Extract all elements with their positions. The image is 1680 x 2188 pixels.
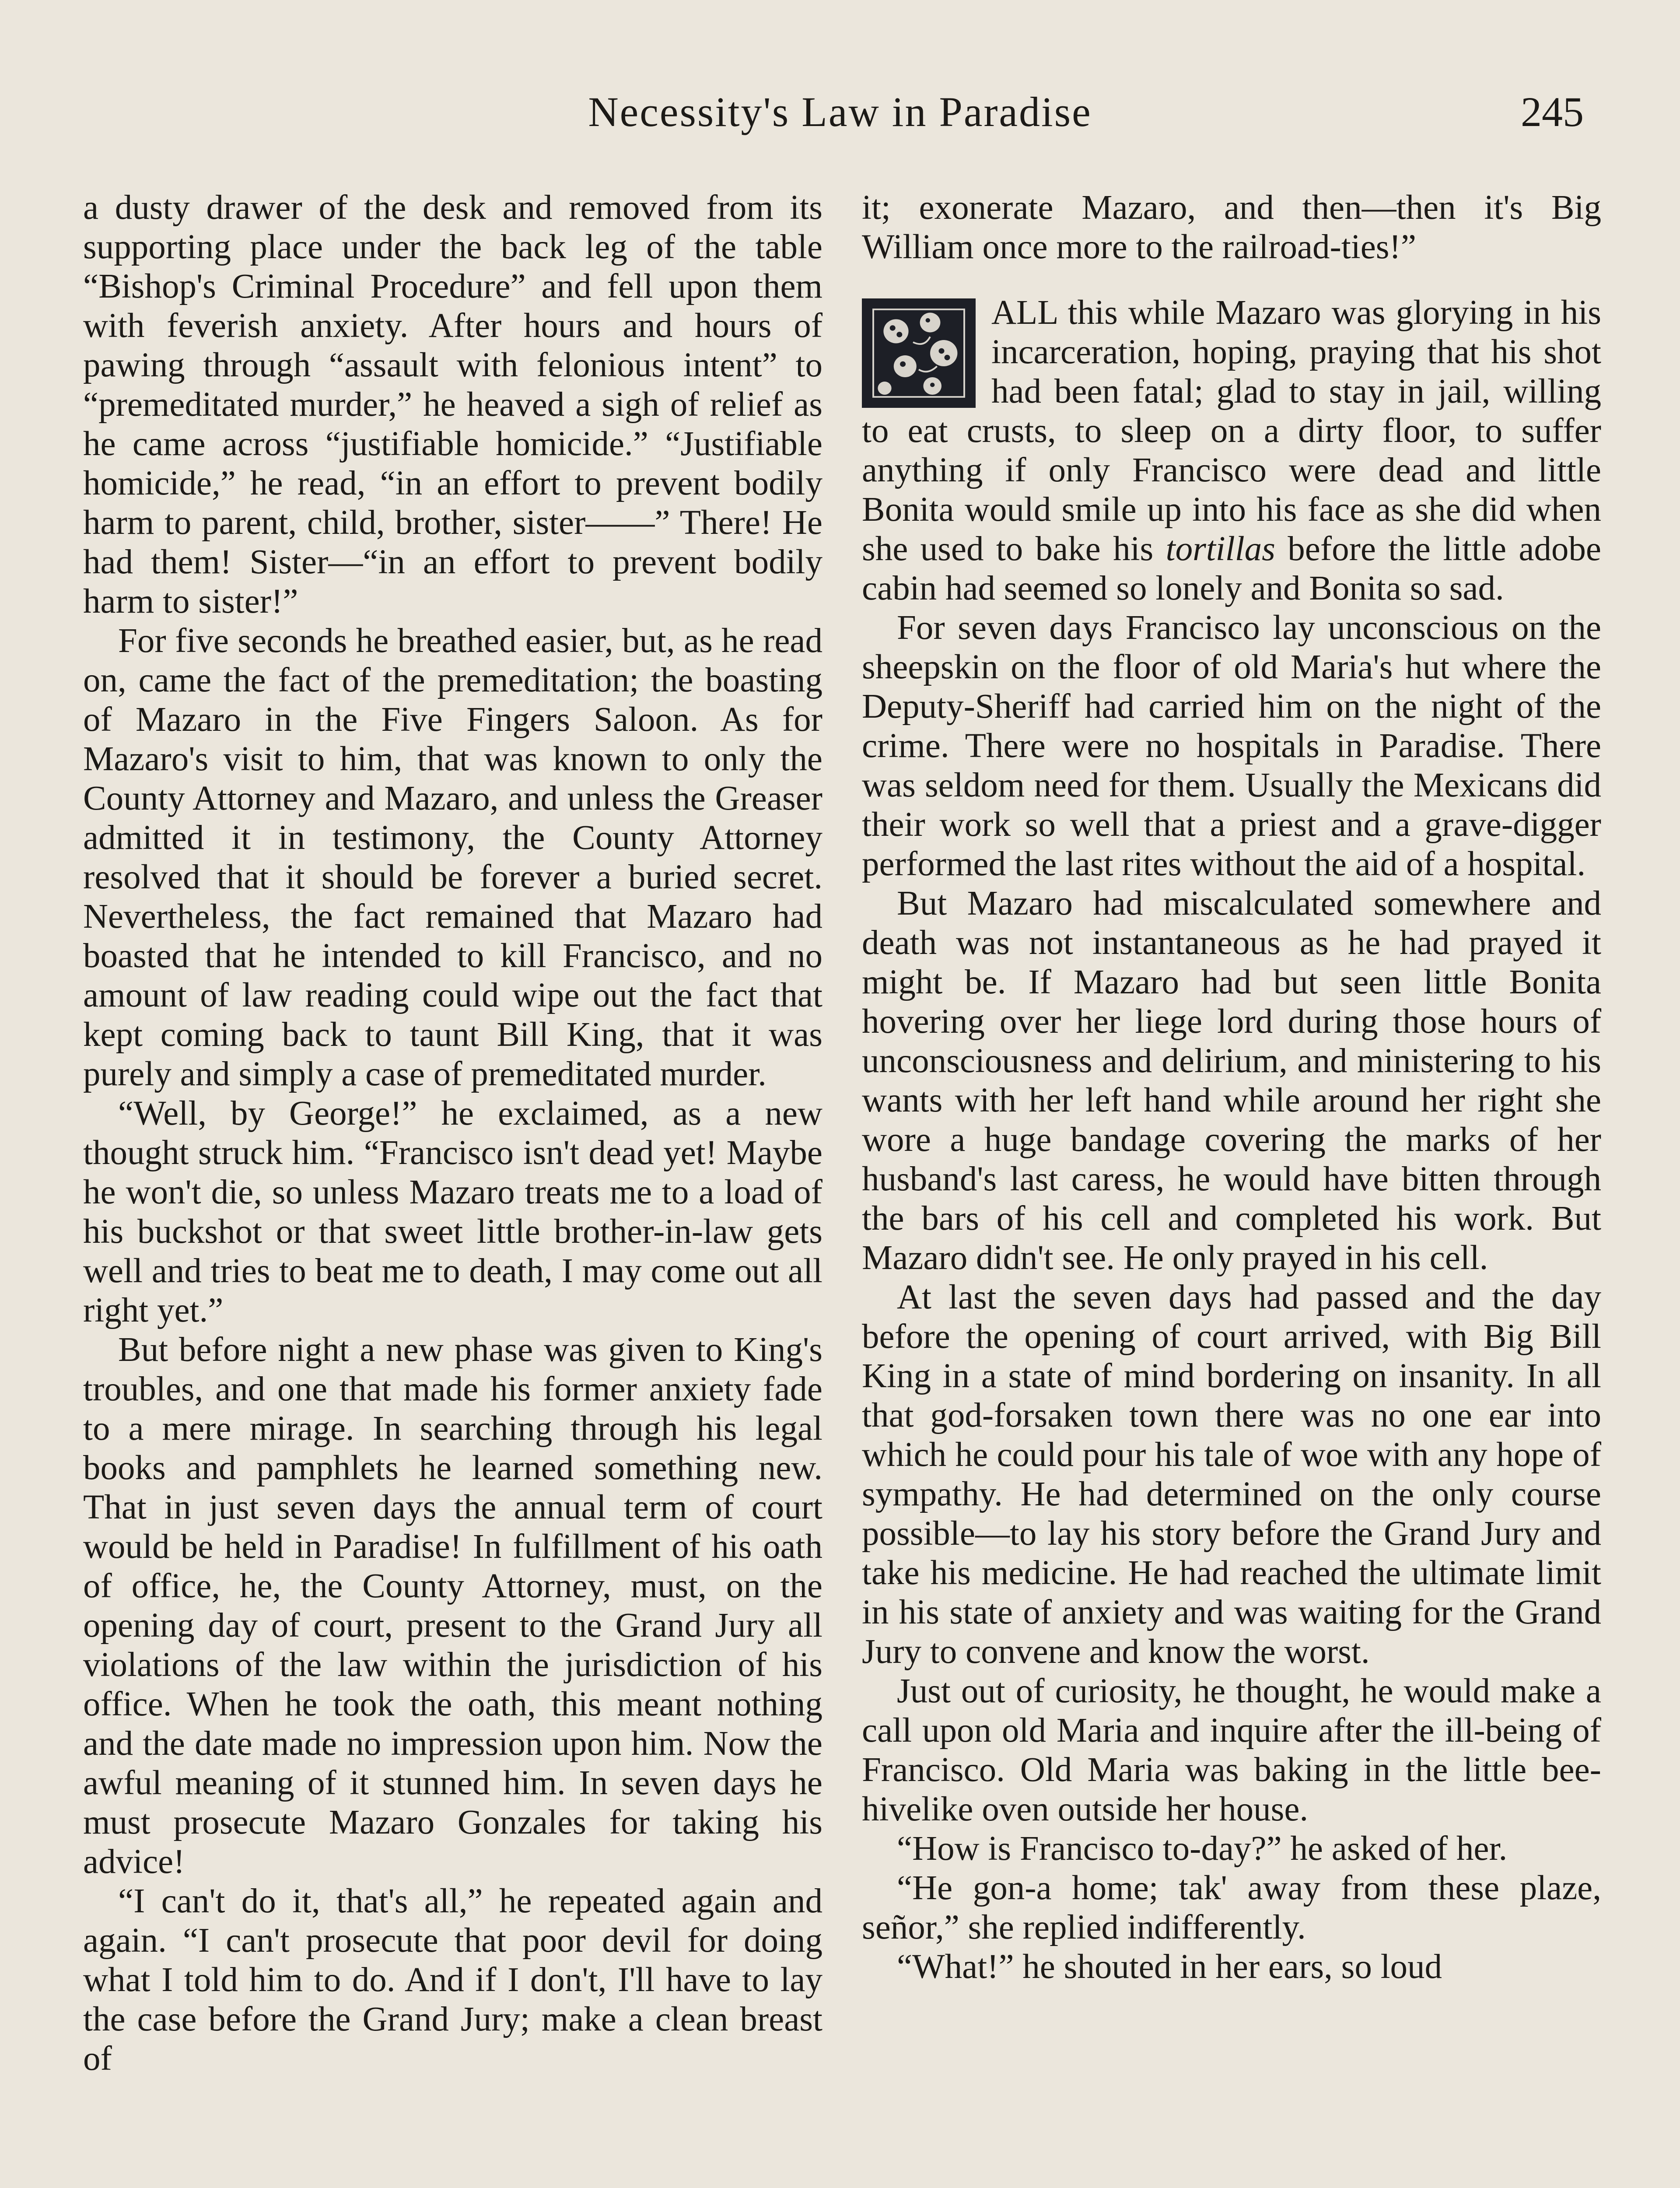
running-title: Necessity's Law in Paradise <box>588 88 1092 135</box>
paragraph: “Well, by George!” he exclaimed, as a new thought struck him. “Francisco isn't dead yet! Maybe he won't die, so unless Mazaro treats me to a load of his buckshot or that sweet little brother-in-law gets well and tries to beat me to death, I may come out all right yet.” <box>83 1094 822 1329</box>
paragraph: For seven days Francisco lay unconscious on the sheepskin on the floor of old Maria's hut where the Deputy-Sheriff had carried him on the night of the crime. There were no hospitals in Paradise. There was seldom need for them. Usually the Mexicans did their work so well that a priest and a grave-digger performed the last rites without the aid of a hospital. <box>862 609 1601 883</box>
right-column <box>862 188 1601 1987</box>
paragraph: But Mazaro had miscalculated somewhere and death was not instantaneous as he had prayed it might be. If Mazaro had but seen little Bonita hovering over her liege lord during those hours of unconsciousness and delirium, and ministering to his wants with her left hand while around her right she wore a huge bandage covering the marks of her husband's last caress, he would have bitten through the bars of his cell and completed his work. But Mazaro didn't see. He only prayed in his cell. <box>862 884 1601 1277</box>
paragraph: a dusty drawer of the desk and removed from its supporting place under the back leg of the table “Bishop's Criminal Procedure” and fell upon them with feverish anxiety. After hours and hours of pawing through “assault with felonious intent” to “premeditated murder,” he heaved a sigh of relief as he came across “justifiable homicide.” “Justifiable homicide,” he read, “in an effort to prevent bodily harm to parent, child, brother, sister——” There! He had them! Sister—“in an effort to prevent bodily harm to sister!” <box>83 189 822 621</box>
paragraph: “I can't do it, that's all,” he repeated again and again. “I can't prosecute that poor devil for doing what I told him to do. And if I don't, I'll have to lay the case before the Grand Jury; make a clean breast of <box>83 1882 822 2078</box>
paragraph: Just out of curiosity, he thought, he would make a call upon old Maria and inquire after the ill-being of Francisco. Old Maria was baking in the little bee-hivelike oven outside her house. <box>862 1672 1601 1828</box>
paragraph: For five seconds he breathed easier, but, as he read on, came the fact of the premeditation; the boasting of Mazaro in the Five Fingers Saloon. As for Mazaro's visit to him, that was known to only the County Attorney and Mazaro, and unless the Greaser admitted it in testimony, the County Attorney resolved that it should be forever a buried secret. Nevertheless, the fact remained that Mazaro had boasted that he intended to kill Francisco, and no amount of law reading could wipe out the fact that kept coming back to taunt Bill King, that it was purely and simply a case of premeditated murder. <box>83 622 822 1093</box>
paragraph: “What!” he shouted in her ears, so loud <box>897 1948 1442 1986</box>
paragraph: “How is Francisco to-day?” he asked of her. <box>897 1830 1508 1868</box>
page-number: 245 <box>1521 88 1584 135</box>
paragraph: “He gon-a home; tak' away from these plaze, señor,” she replied indifferently. <box>862 1869 1601 1946</box>
paragraph-continuation: it; exonerate Mazaro, and then—then it's Big William once more to the railroad-ties!” <box>862 189 1601 266</box>
dropcap-paragraph: ALL this while Mazaro was glorying in his incarceration, hoping, praying that his shot had been fatal; glad to stay in jail, willing to eat crusts, to sleep on a dirty floor, to suffer anything if only Francisco were dead and little Bonita would smile up into his face as she did when she used to bake his tortillas before the little adobe cabin had seemed so lonely and Bonita so sad. <box>862 294 1601 607</box>
left-column <box>83 188 822 2079</box>
page-header <box>88 88 1592 166</box>
italic-word: tortillas <box>1166 530 1275 568</box>
dropcap-section <box>862 293 1601 608</box>
floral-dropcap-icon <box>862 298 976 408</box>
paragraph: But before night a new phase was given to King's troubles, and one that made his former anxiety fade to a mere mirage. In searching through his legal books and pamphlets he learned something new. That in just seven days the annual term of court would be held in Paradise! In fulfillment of his oath of office, he, the County Attorney, must, on the opening day of court, present to the Grand Jury all violations of the law within the jurisdiction of his office. When he took the oath, this meant nothing and the date made no impression upon him. Now the awful meaning of it stunned him. In seven days he must prosecute Mazaro Gonzales for taking his advice! <box>83 1331 822 1881</box>
paragraph: At last the seven days had passed and the day before the opening of court arrived, with Big Bill King in a state of mind bordering on insanity. In all that god-forsaken town there was no one ear into which he could pour his tale of woe with any hope of sympathy. He had determined on the only course possible—to lay his story before the Grand Jury and take his medicine. He had reached the ultimate limit in his state of anxiety and was waiting for the Grand Jury to convene and know the worst. <box>862 1278 1601 1671</box>
